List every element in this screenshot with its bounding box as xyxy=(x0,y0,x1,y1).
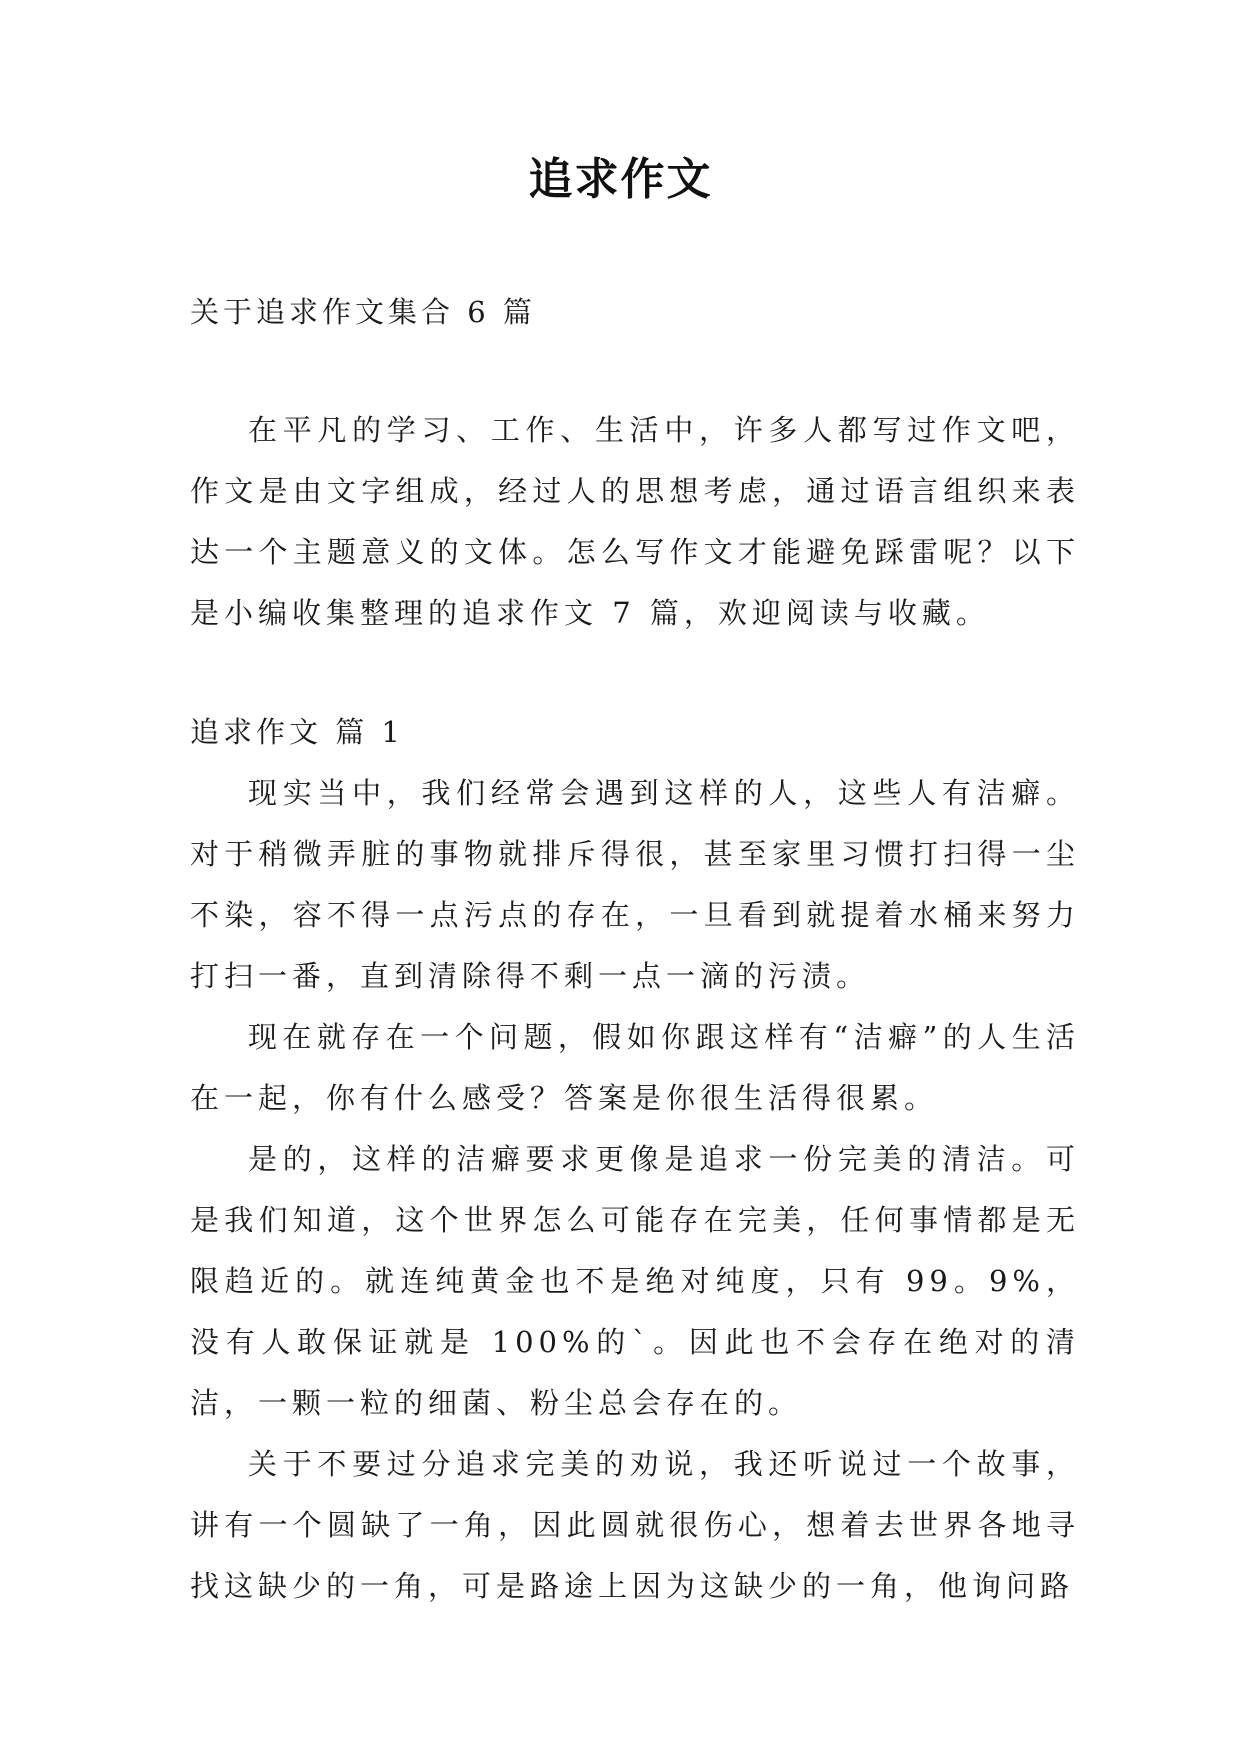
body-paragraph: 现在就存在一个问题，假如你跟这样有“洁癖”的人生活在一起，你有什么感受？答案是你很生活得很累。 xyxy=(190,1020,1080,1115)
document-subtitle: 关于追求作文集合 6 篇 xyxy=(190,295,536,329)
document-title: 追求作文 xyxy=(528,154,713,205)
body-paragraph: 关于不要过分追求完美的劝说，我还听说过一个故事，讲有一个圆缺了一角，因此圆就很伤心，想着去世界各地寻找这缺少的一角，可是路途上因为这缺少的一角，他询问路 xyxy=(190,1447,1080,1603)
section-heading: 追求作文 篇 1 xyxy=(190,715,404,749)
body-paragraph: 现实当中，我们经常会遇到这样的人，这些人有洁癖。对于稍微弄脏的事物就排斥得很，甚至家里习惯打扫得一尘不染，容不得一点污点的存在，一旦看到就提着水桶来努力打扫一番，直到清除得不剩一点一滴的污渍。 xyxy=(190,776,1080,993)
document-body xyxy=(190,400,1080,1617)
body-paragraph: 是的，这样的洁癖要求更像是追求一份完美的清洁。可是我们知道，这个世界怎么可能存在完美，任何事情都是无限趋近的。就连纯黄金也不是绝对纯度，只有 99。9%，没有人敢保证就是 100%的`。因此也不会存在绝对的清洁，一颗一粒的细菌、粉尘总会存在的。 xyxy=(190,1142,1080,1420)
intro-paragraph: 在平凡的学习、工作、生活中，许多人都写过作文吧，作文是由文字组成，经过人的思想考虑，通过语言组织来表达一个主题意义的文体。怎么写作文才能避免踩雷呢？以下是小编收集整理的追求作文 7 篇，欢迎阅读与收藏。 xyxy=(190,413,1080,630)
